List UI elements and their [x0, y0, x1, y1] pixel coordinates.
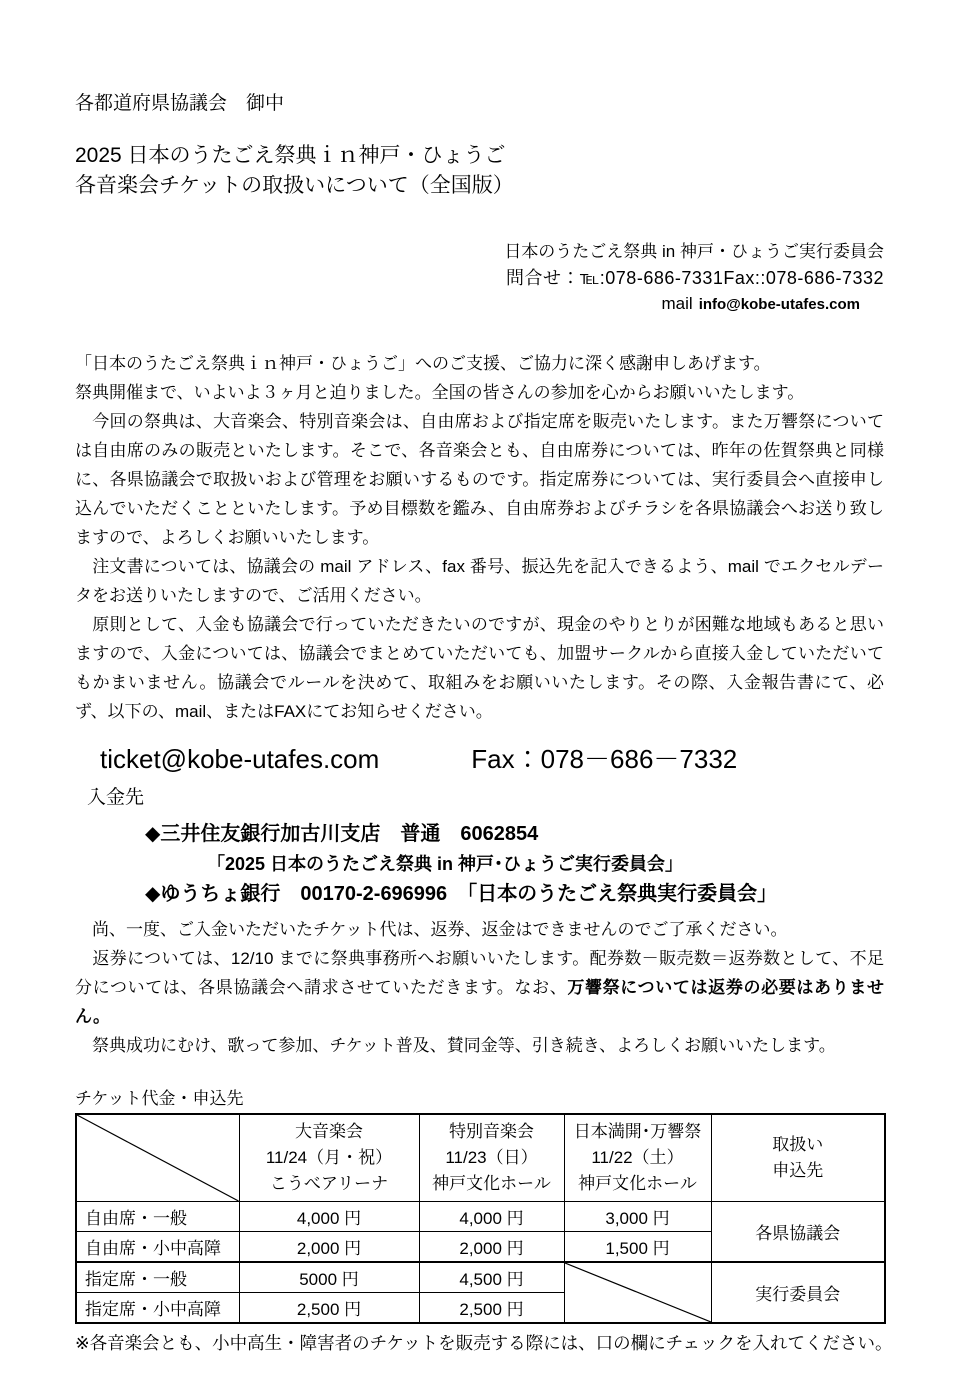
- tel-fax-line: 問合せ：℡:078-686-7331Fax::078-686-7332: [505, 268, 884, 288]
- document-title-line2: 各音楽会チケットの取扱いについて（全国版）: [75, 174, 514, 197]
- table-row-reserved-general: [76, 1262, 885, 1293]
- handler-free-cell: 各県協議会: [711, 1202, 885, 1263]
- bank-yucho-line: ◆ゆうちょ銀行 00170-2-696996 「日本のうたごえ祭典実行委員会」: [145, 883, 778, 905]
- price-cell: 4,000 円: [239, 1202, 419, 1232]
- price-cell: 2,500 円: [419, 1293, 564, 1324]
- header-diagonal-cell: [76, 1114, 239, 1202]
- paragraph-payment-rule: 原則として、入金も協議会で行っていただきたいのですが、現金のやりとりが困難な地域もあると思いますので、入金については、協議会でまとめていただいても、加盟サークルから直接入金していただいてもかまいません。協議会でルールを決めて、取組みをお願いいたします。その際、入金報告書にて、必ず、以下の、mail、またはFAXにてお知らせください。: [75, 615, 884, 721]
- document-title: [75, 141, 884, 201]
- notes-block: [75, 915, 884, 1060]
- bank-info-block: [75, 819, 884, 909]
- header-concert-mankai: [564, 1114, 711, 1202]
- note-return-bold: 万響祭については返券の必要はありません。: [75, 978, 884, 1026]
- concert-special-date: 11/23（日）: [445, 1148, 538, 1167]
- concert-main-date: 11/24（月・祝）: [265, 1148, 393, 1167]
- table-row-free-general: [76, 1202, 885, 1232]
- row-label: 指定席・小中高障: [76, 1293, 239, 1324]
- ticket-price-table: [75, 1113, 886, 1324]
- mail-line: [75, 292, 884, 317]
- table-header-row: [76, 1114, 885, 1202]
- paragraph-greeting-line2: 祭典開催まで、いよいよ３ヶ月と迫りました。全国の皆さんの参加を心からお願いいたします。: [75, 383, 805, 402]
- footnote: ※各音楽会とも、小中高生・障害者のチケットを販売する際には、口の欄にチェックを入れてください。: [75, 1333, 893, 1353]
- paragraph-greeting-line1: 「日本のうたごえ祭典ｉｎ神戸・ひょうご」へのご支援、ご協力に深く感謝申しあげます。: [75, 354, 771, 373]
- handling-label-line1: 取扱い: [772, 1135, 824, 1154]
- document-title-line1: 2025 日本のうたごえ祭典ｉｎ神戸・ひょうご: [75, 144, 506, 167]
- price-table-title: チケット代金・申込先: [75, 1089, 244, 1108]
- ticket-email: ticket@kobe-utafes.com: [100, 744, 380, 774]
- organizer-name: 日本のうたごえ祭典 in 神戸・ひょうご実行委員会: [504, 242, 884, 261]
- handling-label-line2: 申込先: [772, 1161, 824, 1180]
- fax-number-large: Fax：078－686－7332: [471, 744, 738, 774]
- bank-smbc-line: ◆三井住友銀行加古川支店 普通 6062854: [145, 823, 539, 845]
- diagonal-line-icon: [77, 1115, 239, 1201]
- note-return-text: 返券については、12/10 までに祭典事務所へお願いいたします。配券数－販売数＝返券数として、不足分については、各県協議会へ請求させていただきます。なお、: [75, 949, 884, 997]
- diagonal-line-icon: [565, 1263, 711, 1322]
- mail-label: mail: [661, 294, 693, 313]
- row-label: 自由席・小中高障: [76, 1232, 239, 1263]
- concert-special-venue: 神戸文化ホール: [432, 1174, 551, 1193]
- contact-block: [75, 239, 884, 317]
- paragraph-ticket-sales: 今回の祭典は、大音楽会、特別音楽会は、自由席および指定席を販売いたします。また万響祭については自由席のみの販売といたします。そこで、各音楽会とも、自由席券については、昨年の佐賀祭典と同様に、各県協議会で取扱いおよび管理をお願いするものです。指定席券については、実行委員会へ直接申し込んでいただくことといたします。予め目標数を鑑み、自由席券およびチラシを各県協議会へお送り致しますので、よろしくお願いいたします。: [75, 412, 884, 547]
- payment-contact-line: [75, 742, 884, 776]
- price-cell: 1,500 円: [564, 1232, 711, 1263]
- concert-main-venue: こうべアリーナ: [269, 1174, 389, 1193]
- price-cell: 5000 円: [239, 1262, 419, 1293]
- handler-reserved-cell: 実行委員会: [711, 1262, 885, 1323]
- row-label: 自由席・一般: [76, 1202, 239, 1232]
- note-no-refund: 尚、一度、ご入金いただいたチケット代は、返券、返金はできませんのでご了承ください。: [75, 920, 788, 939]
- recipient-line: 各都道府県協議会 御中: [75, 93, 285, 114]
- concert-mankai-venue: 神戸文化ホール: [578, 1174, 697, 1193]
- concert-special-name: 特別音楽会: [449, 1122, 534, 1141]
- payment-destination-heading: 入金先: [87, 787, 145, 808]
- header-handling: [711, 1114, 885, 1202]
- price-cell: 4,500 円: [419, 1262, 564, 1293]
- row-label: 指定席・一般: [76, 1262, 239, 1293]
- mail-address: info@kobe-utafes.com: [698, 296, 860, 313]
- price-cell: 4,000 円: [419, 1202, 564, 1232]
- price-cell: 2,500 円: [239, 1293, 419, 1324]
- body-text: [75, 349, 884, 726]
- header-concert-special: [419, 1114, 564, 1202]
- price-cell: 2,000 円: [419, 1232, 564, 1263]
- bank-smbc-account-name: 「2025 日本のうたごえ祭典 in 神戸･ひょうご実行委員会」: [207, 854, 684, 874]
- header-concert-main: [239, 1114, 419, 1202]
- note-closing: 祭典成功にむけ、歌って参加、チケット普及、賛同金等、引き続き、よろしくお願いいたします。: [75, 1036, 836, 1055]
- reserved-mankai-diagonal-cell: [564, 1262, 711, 1323]
- price-cell: 2,000 円: [239, 1232, 419, 1263]
- concert-mankai-date: 11/22（土）: [591, 1148, 684, 1167]
- note-return-policy: [75, 944, 884, 1031]
- concert-mankai-name: 日本満開･万響祭: [573, 1122, 702, 1141]
- paragraph-order-form: 注文書については、協議会の mail アドレス、fax 番号、振込先を記入できるよう、mail でエクセルデータをお送りいたしますので、ご活用ください。: [75, 557, 884, 605]
- concert-main-name: 大音楽会: [295, 1122, 363, 1141]
- price-cell: 3,000 円: [564, 1202, 711, 1232]
